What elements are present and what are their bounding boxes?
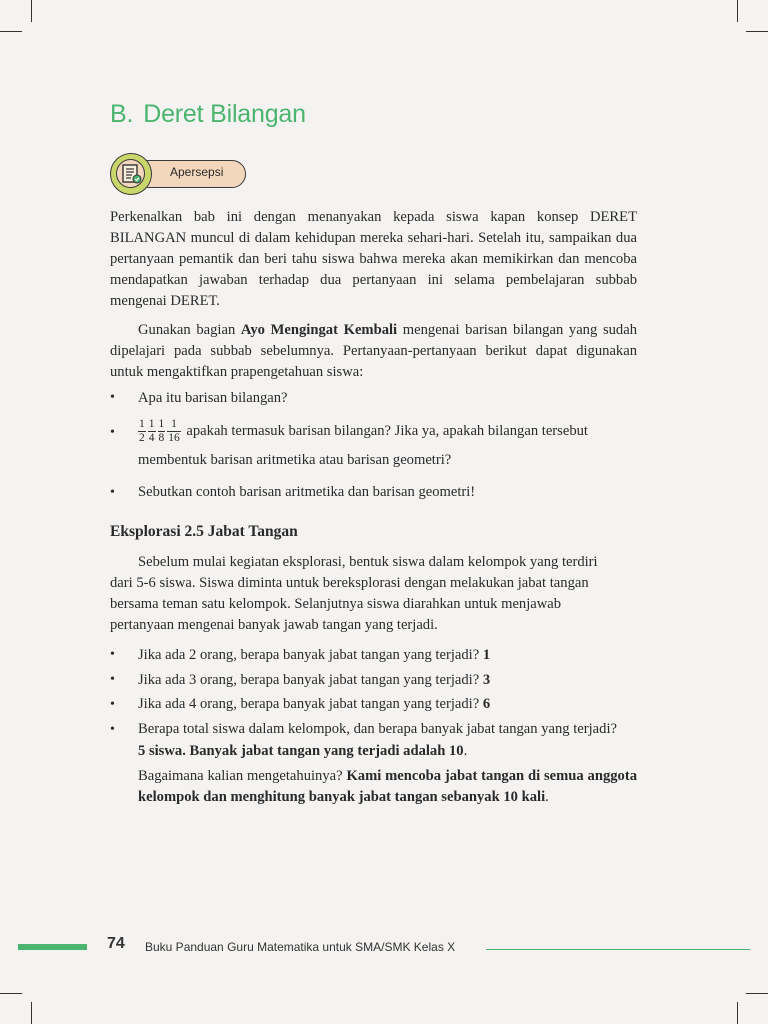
bullet: • (110, 647, 115, 662)
badge-circle (110, 153, 152, 195)
text: . (545, 789, 549, 805)
bullet: • (110, 485, 115, 500)
section-heading: Deret Bilangan (143, 100, 306, 128)
footer-accent-bar (18, 944, 87, 950)
denominator: 16 (168, 432, 180, 444)
fraction-bullet (138, 418, 638, 445)
badge-label: Apersepsi (170, 165, 224, 179)
section-title (110, 100, 306, 129)
bullet: • (110, 390, 115, 405)
bullet: • (110, 722, 115, 737)
numerator: 1 (158, 418, 165, 430)
denominator: 4 (148, 432, 155, 444)
checklist-document-icon (121, 163, 143, 185)
book-title: Buku Panduan Guru Matematika untuk SMA/SMK Kelas X (145, 940, 456, 954)
intro-paragraph: Perkenalkan bab ini dengan menanyakan kepada siswa kapan konsep DERET BILANGAN muncul di dalam kehidupan mereka sehari-hari. Setelah itu, sampaikan dua pertanyaan pemantik dan beri tahu siswa bahwa mereka akan memikirkan dan mencoba mendapatkan jawaban terhadap dua pertanyaan ini selama pembelajaran subbab mengenai DERET. (110, 209, 637, 309)
question-item (138, 694, 490, 715)
answer: 5 siswa. Banyak jabat tangan yang terjadi adalah 10 (138, 743, 464, 759)
page-number: 74 (107, 935, 125, 952)
crop-mark (0, 31, 22, 32)
crop-mark (0, 993, 22, 994)
denominator: 2 (139, 432, 145, 444)
crop-mark (31, 0, 32, 22)
question-item: Berapa total siswa dalam kelompok, dan berapa banyak jabat tangan yang terjadi? (138, 721, 617, 737)
numerator: 1 (167, 418, 181, 432)
footer-rule (486, 949, 750, 950)
answer: Kami mencoba jabat tangan di semua anggota kelompok dan menghitung banyak jabat tangan sebanyak 10 kali (138, 768, 637, 805)
bullet: • (110, 672, 115, 687)
bullet: • (110, 697, 115, 712)
fraction (167, 418, 181, 445)
denominator: 8 (158, 432, 165, 444)
fraction (138, 418, 146, 445)
section-number: B. (110, 100, 134, 128)
crop-mark (746, 993, 768, 994)
question-item (138, 670, 490, 691)
ayo-mengingat-paragraph (110, 320, 637, 383)
numerator: 1 (139, 418, 145, 430)
crop-mark (746, 31, 768, 32)
bullet-text: Sebutkan contoh barisan aritmetika dan barisan geometri! (138, 484, 476, 500)
answer: 6 (482, 696, 491, 712)
question: Jika ada 2 orang, berapa banyak jabat tangan yang terjadi? (138, 647, 483, 663)
question-item (138, 645, 490, 666)
question: Jika ada 3 orang, berapa banyak jabat tangan yang terjadi? (138, 672, 483, 688)
exploration-line: dari 5-6 siswa. Siswa diminta untuk bereksplorasi dengan melakukan jabat tangan (110, 575, 589, 591)
bullet-text: Apa itu barisan bilangan? (138, 390, 288, 406)
question: Jika ada 4 orang, berapa banyak jabat tangan yang terjadi? (138, 696, 483, 712)
answer-line (138, 741, 467, 762)
bold-term: Ayo Mengingat Kembali (240, 322, 398, 338)
numerator: 1 (148, 418, 155, 430)
text: . (463, 743, 468, 759)
exploration-line: pertanyaan mengenai banyak jawab tangan yang terjadi. (110, 617, 438, 633)
bullet-text-continued: membentuk barisan aritmetika atau barisan geometri? (138, 452, 452, 468)
crop-mark (31, 1002, 32, 1024)
question: Bagaimana kalian mengetahuinya? (138, 768, 347, 784)
exploration-line: bersama teman satu kelompok. Selanjutnya siswa diarahkan untuk menjawab (110, 596, 562, 612)
text: apakah termasuk barisan bilangan? Jika ya, apakah bilangan tersebut (182, 422, 588, 439)
text: mengenai barisan bilangan yang sudah dipelajari pada subbab sebelumnya. Pertanyaan-pertanyaan berikut dapat digunakan untuk mengaktifkan prapengetahuan siswa: (110, 322, 637, 380)
exploration-line: Sebelum mulai kegiatan eksplorasi, bentuk siswa dalam kelompok yang terdiri (138, 554, 598, 570)
follow-up-answer (138, 766, 637, 808)
text: Gunakan bagian (138, 322, 241, 338)
bullet: • (110, 425, 115, 440)
fraction (148, 418, 156, 445)
answer: 1 (482, 647, 491, 663)
crop-mark (737, 1002, 738, 1024)
exploration-heading: Eksplorasi 2.5 Jabat Tangan (110, 523, 298, 540)
apersepsi-badge (110, 153, 248, 195)
crop-mark (737, 0, 738, 22)
fraction (158, 418, 166, 445)
answer: 3 (482, 672, 491, 688)
